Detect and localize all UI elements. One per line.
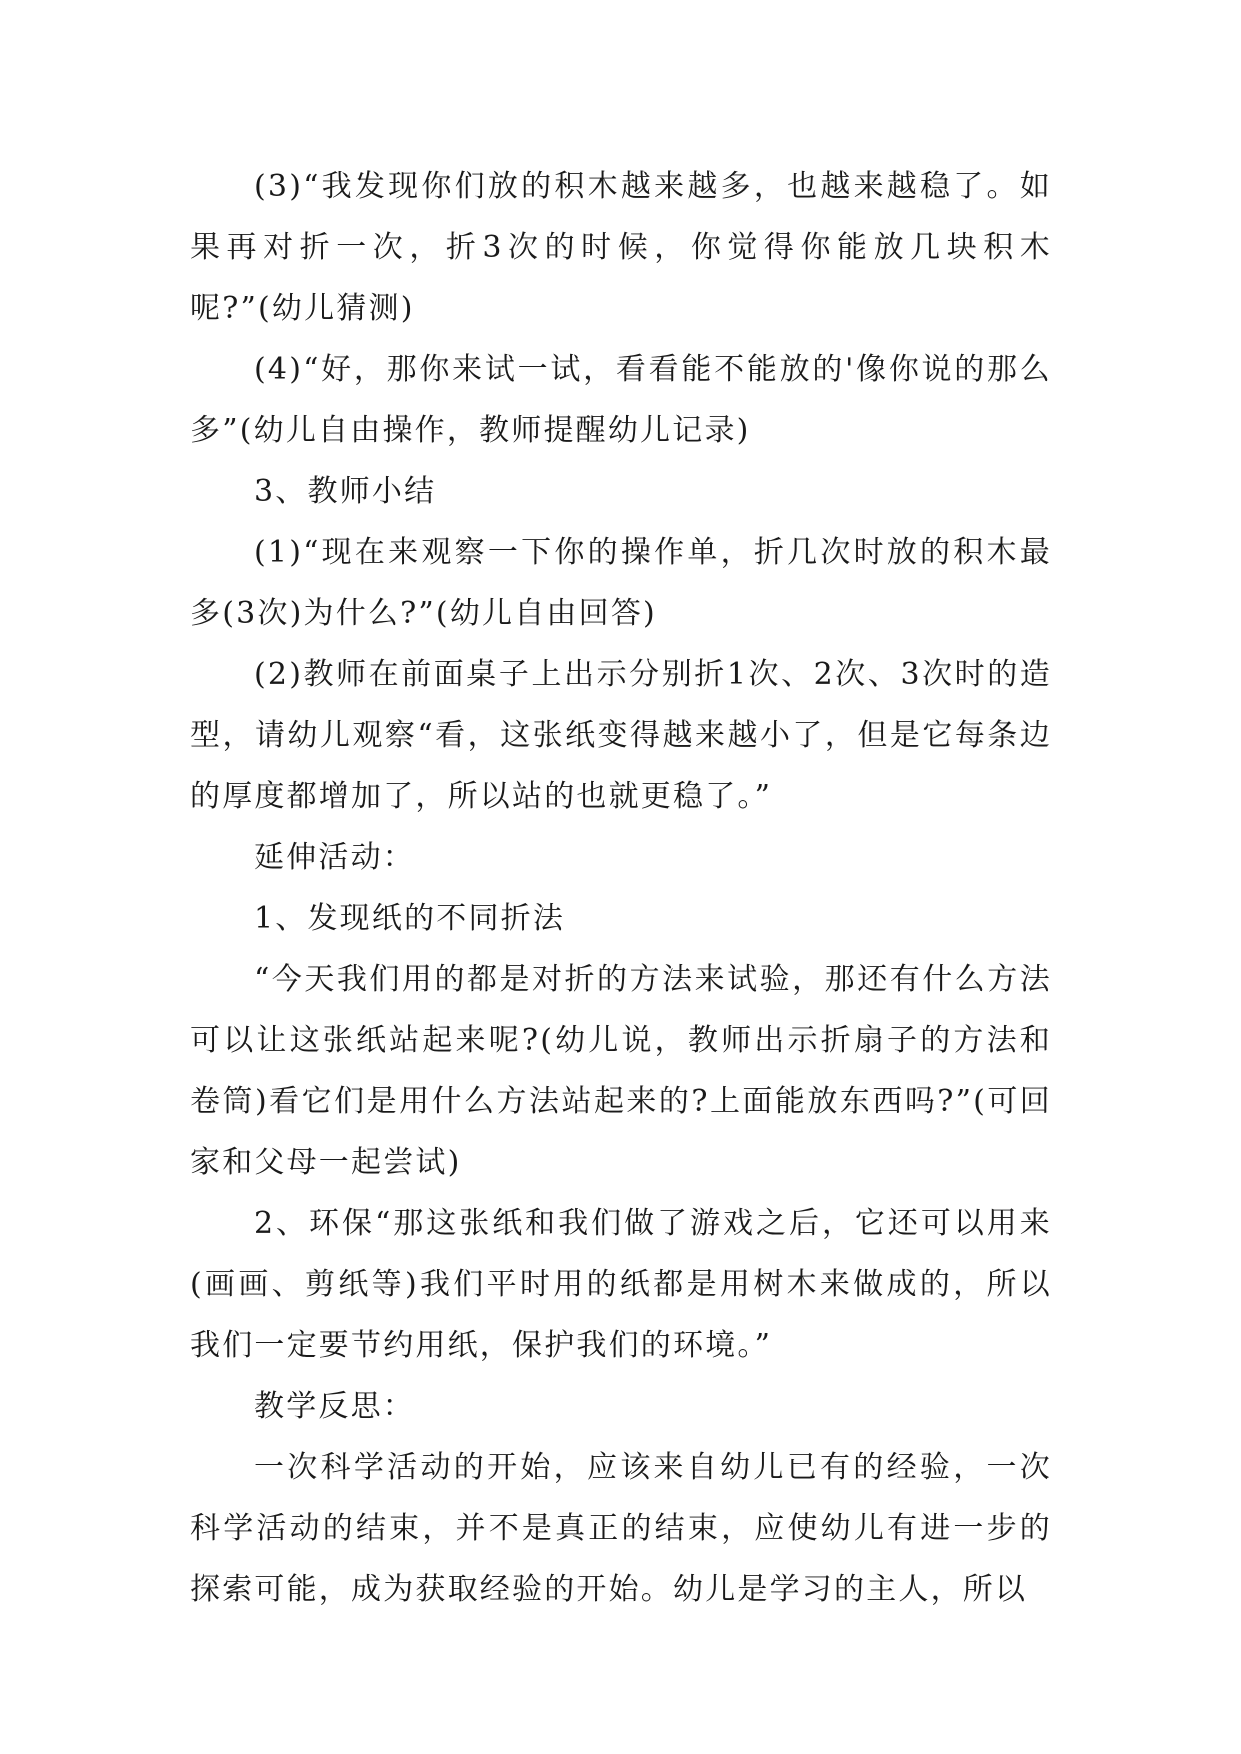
section-heading-extension: 延伸活动： — [254, 840, 415, 875]
subheading-folding-methods: 1、发现纸的不同折法 — [254, 901, 566, 936]
paragraph-folding-methods: “今天我们用的都是对折的方法来试验，那还有什么方法可以让这张纸站起来呢?(幼儿说，教师出示折扇子的方法和卷筒)看它们是用什么方法站起来的?上面能放东西吗?”(可回家和父母一起尝试) — [190, 962, 1052, 1180]
document-body — [190, 156, 1052, 1620]
paragraph-step-4: (4)“好，那你来试一试，看看能不能放的'像你说的那么多”(幼儿自由操作，教师提醒幼儿记录) — [190, 352, 1052, 448]
paragraph-step-3: (3)“我发现你们放的积木越来越多，也越来越稳了。如果再对折一次，折3次的时候，你觉得你能放几块积木呢?”(幼儿猜测) — [190, 169, 1052, 326]
paragraph-environment: 2、环保“那这张纸和我们做了游戏之后，它还可以用来(画画、剪纸等)我们平时用的纸都是用树木来做成的，所以我们一定要节约用纸，保护我们的环境。” — [190, 1206, 1052, 1363]
paragraph-summary-2: (2)教师在前面桌子上出示分别折1次、2次、3次时的造型，请幼儿观察“看，这张纸变得越来越小了，但是它每条边的厚度都增加了，所以站的也就更稳了。” — [190, 657, 1052, 814]
paragraph-reflection: 一次科学活动的开始，应该来自幼儿已有的经验，一次科学活动的结束，并不是真正的结束，应使幼儿有进一步的探索可能，成为获取经验的开始。幼儿是学习的主人，所以 — [190, 1450, 1052, 1607]
paragraph-summary-1: (1)“现在来观察一下你的操作单，折几次时放的积木最多(3次)为什么?”(幼儿自由回答) — [190, 535, 1052, 631]
section-heading-reflection: 教学反思： — [254, 1389, 415, 1424]
section-heading-teacher-summary: 3、教师小结 — [254, 474, 437, 509]
